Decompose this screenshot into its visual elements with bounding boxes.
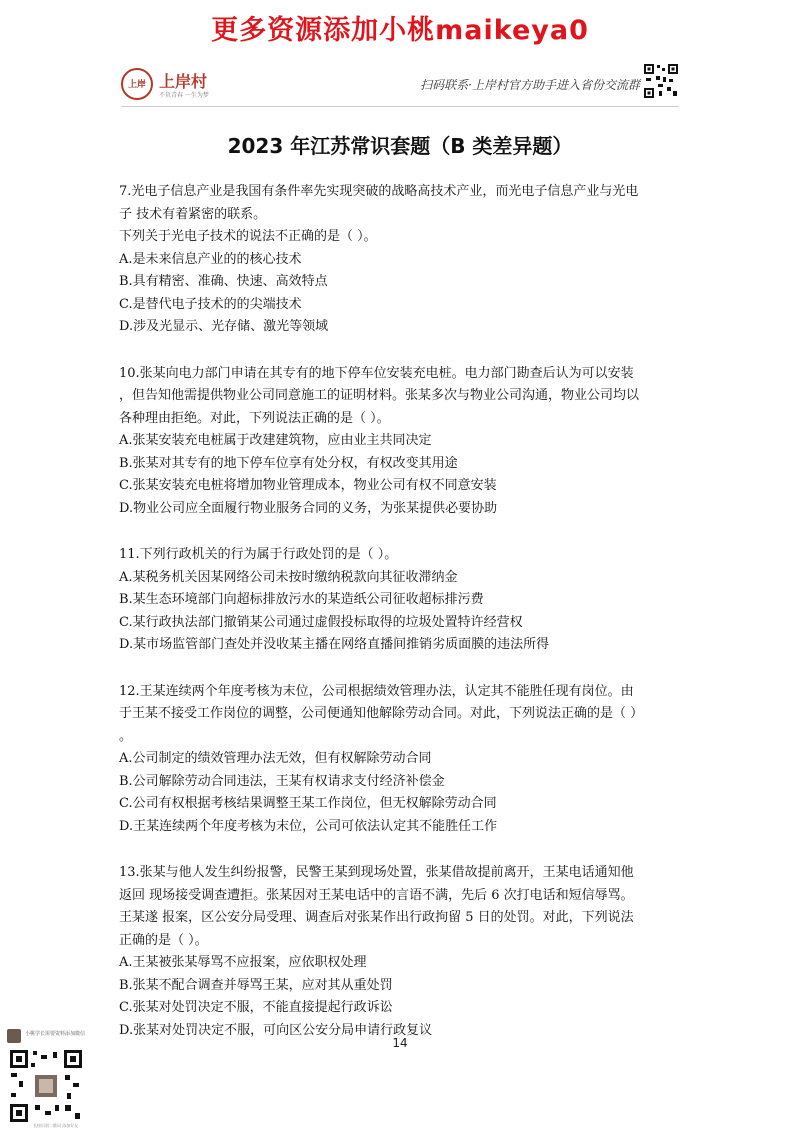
- option-a: A.公司制定的绩效管理办法无效，但有权解除劳动合同: [119, 751, 432, 766]
- question-stem: 10.张某向电力部门申请在其专有的地下停车位安装充电桩。电力部门勘查后认为可以安装: [119, 365, 634, 381]
- question-stem: 于王某不接受工作岗位的调整，公司便通知他解除劳动合同。对此，下列说法正确的是（ ）: [119, 706, 644, 721]
- qr-code-icon: [643, 63, 679, 99]
- option-c: C.张某安装充电桩将增加物业管理成本，物业公司有权不同意安装: [119, 478, 497, 493]
- option-c: C.张某对处罚决定不服，不能直接提起行政诉讼: [119, 1000, 393, 1015]
- question-stem: 子 技术有着紧密的联系。: [119, 206, 267, 222]
- question-10: [119, 363, 684, 521]
- logo-name: 上岸村: [159, 72, 208, 91]
- question-13: [119, 862, 684, 1042]
- question-stem: 11.下列行政机关的行为属于行政处罚的是（ ）。: [119, 547, 398, 562]
- header-divider: [121, 106, 679, 107]
- option-d: D.物业公司应全面履行物业服务合同的义务，为张某提供必要协助: [119, 500, 498, 516]
- question-11: [119, 544, 684, 657]
- option-a: A.王某被张某辱骂不应报案，应依职权处理: [119, 955, 367, 970]
- contact-text: 小桃学长需要资料添加微信: [25, 1031, 86, 1037]
- option-d: D.涉及光显示、光存储、激光等领域: [119, 319, 329, 334]
- logo-mark: 上岸: [121, 68, 153, 100]
- option-b: B.某生态环境部门向超标排放污水的某造纸公司征收超标排污费: [119, 592, 484, 607]
- option-a: A.张某安装充电桩属于改建建筑物，应由业主共同决定: [119, 433, 432, 448]
- logo: [121, 68, 291, 102]
- option-c: C.某行政执法部门撤销某公司通过虚假投标取得的垃圾处置特许经营权: [119, 614, 523, 630]
- option-d: D.王某连续两个年度考核为末位，公司可依法认定其不能胜任工作: [119, 818, 498, 834]
- question-list: [119, 181, 684, 1066]
- option-b: B.张某不配合调查并辱骂王某，应对其从重处罚: [119, 977, 393, 993]
- option-a: A.某税务机关因某网络公司未按时缴纳税款向其征收滞纳金: [119, 569, 458, 585]
- option-a: A.是未来信息产业的的核心技术: [119, 251, 302, 267]
- question-stem: 7.光电子信息产业是我国有条件率先实现突破的战略高技术产业，而光电子信息产业与光电: [119, 184, 639, 199]
- logo-slogan: 不负青春 一生为梦: [159, 92, 209, 99]
- option-d: D.某市场监管部门查处并没收某主播在网络直播间推销劣质面膜的违法所得: [119, 637, 550, 652]
- question-stem: 正确的是（ ）。: [119, 932, 208, 948]
- question-12: [119, 681, 684, 839]
- page-number: 14: [392, 1036, 408, 1050]
- question-7: [119, 181, 684, 339]
- question-stem: 。: [119, 728, 133, 744]
- option-c: C.是替代电子技术的的尖端技术: [119, 296, 302, 312]
- option-c: C.公司有权根据考核结果调整王某工作岗位，但无权解除劳动合同: [119, 796, 497, 811]
- question-stem: 返回 现场接受调查遭拒。张某因对王某电话中的言语不满，先后 6 次打电话和短信辱骂。: [119, 887, 634, 903]
- question-stem: ，但告知他需提供物业公司同意施工的证明材料。张某多次与物业公司沟通，物业公司均以: [119, 388, 640, 403]
- question-stem: 各种理由拒绝。对此，下列说法正确的是（ ）。: [119, 410, 390, 426]
- header-note: 扫码联系·上岸村官方助手进入省份交流群: [420, 78, 640, 92]
- avatar: [7, 1029, 21, 1043]
- question-stem: 王某遂 报案，区公安分局受理、调查后对张某作出行政拘留 5 日的处罚。对此，下列说法: [119, 910, 634, 925]
- contact-qr-widget[interactable]: [7, 1029, 117, 1129]
- option-b: B.具有精密、准确、快速、高效特点: [119, 274, 328, 289]
- page-title: 2023 年江苏常识套题（B 类差异题）: [227, 134, 573, 158]
- question-stem: 13.张某与他人发生纠纷报警，民警王某到现场处置，张某借故提前离开，王某电话通知他: [119, 865, 634, 880]
- qr-code-icon[interactable]: [9, 1049, 83, 1123]
- question-stem: 12.王某连续两个年度考核为末位，公司根据绩效管理办法，认定其不能胜任现有岗位。由: [119, 683, 634, 699]
- qr-caption: 长按识别二维码 添加好友: [33, 1123, 79, 1128]
- option-d: D.张某对处罚决定不服，可向区公安分局申请行政复议: [119, 1022, 433, 1038]
- question-stem: 下列关于光电子技术的说法不正确的是（ ）。: [119, 229, 377, 244]
- watermark-banner: 更多资源添加小桃maikeya0: [211, 15, 589, 46]
- option-b: B.公司解除劳动合同违法，王某有权请求支付经济补偿金: [119, 773, 445, 789]
- option-b: B.张某对其专有的地下停车位享有处分权，有权改变其用途: [119, 455, 458, 471]
